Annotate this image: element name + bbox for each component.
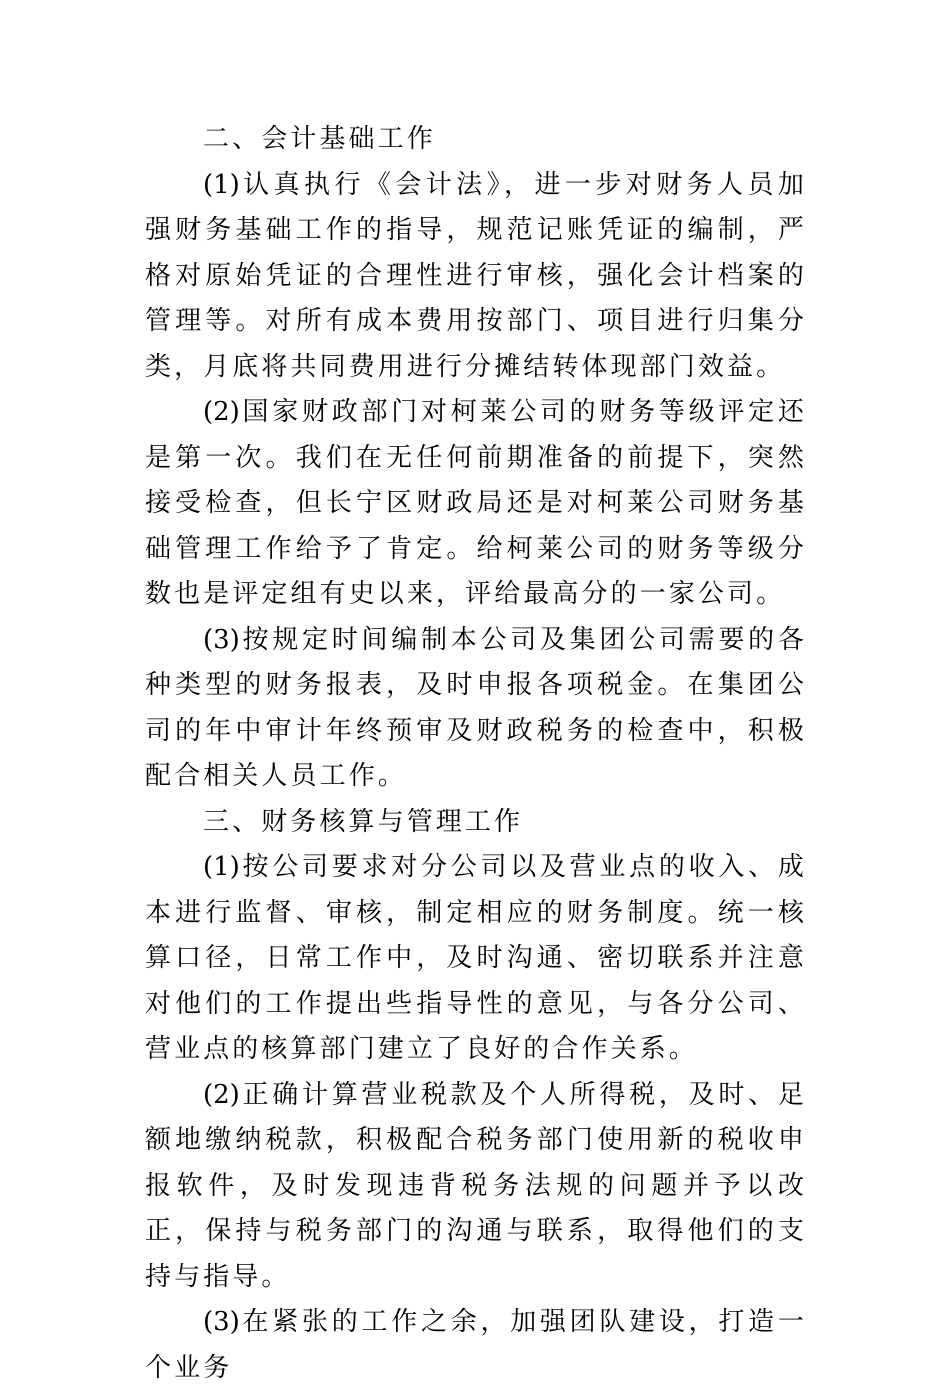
document-body: [145, 117, 807, 1391]
paragraph-text: 国家财政部门对柯莱公司的财务等级评定还是第一次。我们在无任何前期准备的前提下，突然接受检查，但长宁区财政局还是对柯莱公司财务基础管理工作给予了肯定。给柯莱公司的财务等级分数也是评定组有史以来，评给最高分的一家公司。: [145, 397, 807, 609]
paragraph: [145, 390, 807, 618]
paragraph: [145, 618, 807, 800]
item-number: (1): [203, 852, 240, 882]
item-number: (3): [203, 1307, 240, 1337]
paragraph: [145, 163, 807, 391]
paragraph-text: 正确计算营业税款及个人所得税，及时、足额地缴纳税款，积极配合税务部门使用新的税收申报软件，及时发现违背税务法规的问题并予以改正，保持与税务部门的沟通与联系，取得他们的支持与指导。: [145, 1079, 807, 1292]
paragraph: [145, 1300, 807, 1391]
section-heading: 三、财务核算与管理工作: [203, 806, 524, 837]
item-number: (1): [203, 169, 240, 200]
paragraph-text: 按公司要求对分公司以及营业点的收入、成本进行监督、审核，制定相应的财务制度。统一核算口径，日常工作中，及时沟通、密切联系并注意对他们的工作提出些指导性的意见，与各分公司、营业点的核算部门建立了良好的合作关系。: [145, 852, 807, 1064]
paragraph: [145, 845, 807, 1073]
section-heading: 二、会计基础工作: [203, 124, 436, 154]
item-number: (2): [203, 397, 240, 427]
paragraph-text: 认真执行《会计法》，进一步对财务人员加强财务基础工作的指导，规范记账凭证的编制，严格对原始凭证的合理性进行审核，强化会计档案的管理等。对所有成本费用按部门、项目进行归集分类，月底将共同费用进行分摊结转体现部门效益。: [145, 169, 807, 382]
paragraph: [145, 1073, 807, 1301]
paragraph-text: 在紧张的工作之余，加强团队建设，打造一个业务: [145, 1307, 807, 1383]
item-number: (2): [203, 1079, 240, 1110]
paragraph-text: 按规定时间编制本公司及集团公司需要的各种类型的财务报表，及时申报各项税金。在集团公司的年中审计年终预审及财政税务的检查中，积极配合相关人员工作。: [145, 624, 807, 791]
item-number: (3): [203, 624, 240, 655]
